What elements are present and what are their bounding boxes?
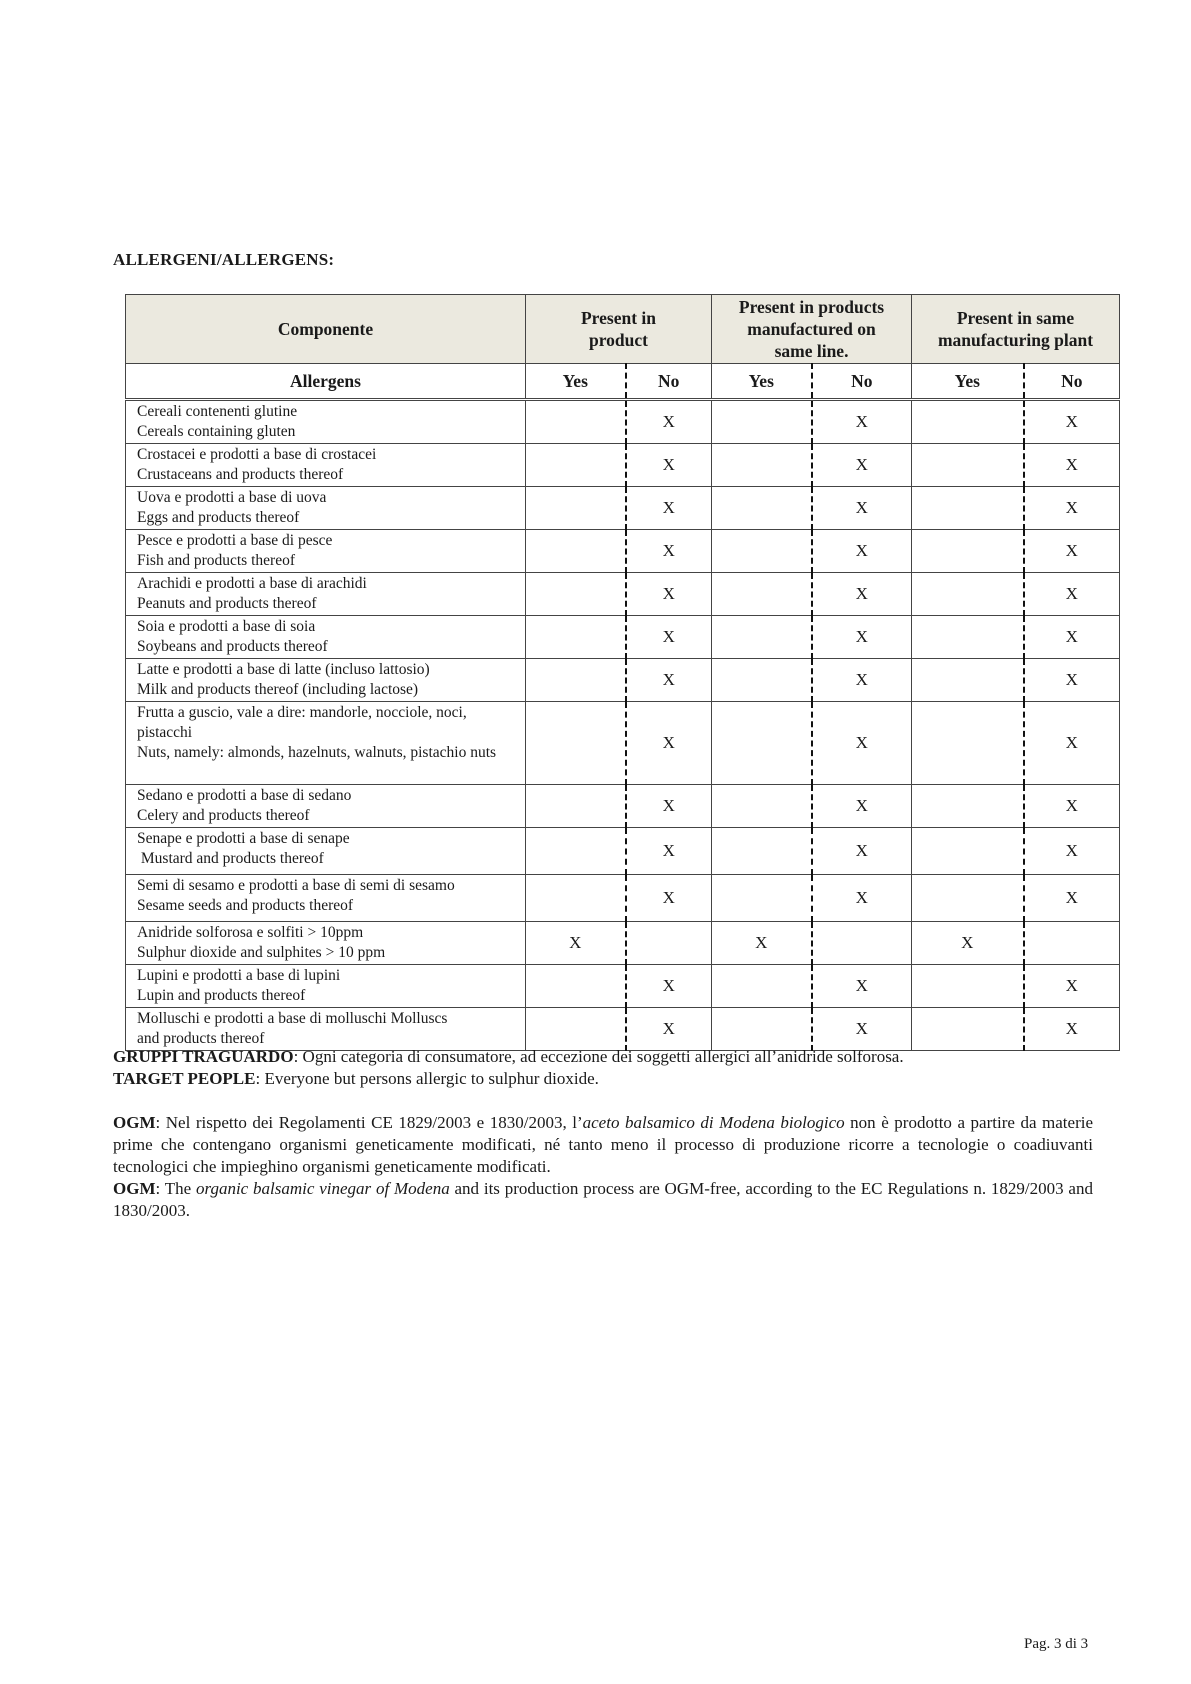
mark-cell: X [812,444,912,487]
ogm-it-text-2: non è prodotto a partire da materie prime che contengano organismi geneticamente modificati, né tanto meno il processo di produzione ricorre a tecnologie o coadiuvanti tecnologici che impieghino organismi geneticamente modificati. [113,1113,1094,1176]
mark-cell: X [912,922,1024,965]
allergen-name-it: Soia e prodotti a base di soia [137,618,316,635]
allergen-name-en: and products thereof [137,1030,265,1047]
allergen-table-body [126,400,1120,1051]
mark-cell: X [1024,444,1120,487]
mark-cell [526,659,626,702]
mark-cell: X [1024,573,1120,616]
header-allergens: Allergens [126,364,526,400]
allergen-name-it: Molluschi e prodotti a base di molluschi Molluscs [137,1010,448,1027]
ogm-paragraph [113,1112,1093,1222]
mark-cell [1024,922,1120,965]
mark-cell: X [626,875,712,922]
mark-cell: X [812,875,912,922]
mark-cell [712,444,812,487]
mark-cell [712,702,812,785]
mark-cell [526,702,626,785]
mark-cell [912,400,1024,444]
ogm-en-block [113,1178,1093,1222]
allergen-name-en: Milk and products thereof (including lactose) [137,681,419,698]
header-row-yes-no [126,364,1120,400]
allergen-name-it: Pesce e prodotti a base di pesce [137,532,333,549]
mark-cell [526,875,626,922]
allergen-name-cell [126,530,526,573]
allergen-name-en: Peanuts and products thereof [137,595,317,612]
mark-cell [712,828,812,875]
allergen-name-it: Lupini e prodotti a base di lupini [137,967,341,984]
ogm-it-italic: aceto balsamico di Modena biologico [582,1113,845,1132]
mark-cell: X [626,530,712,573]
mark-cell [912,487,1024,530]
table-row [126,616,1120,659]
header-text: manufacturing plant [937,330,1094,350]
mark-cell [526,616,626,659]
allergen-name-it: Sedano e prodotti a base di sedano [137,787,352,804]
table-row [126,922,1120,965]
allergen-name-cell [126,785,526,828]
allergen-name-cell [126,922,526,965]
header-yes: Yes [526,364,626,400]
header-componente: Componente [126,295,526,364]
mark-cell: X [526,922,626,965]
allergen-name-it: Senape e prodotti a base di senape [137,830,350,847]
allergen-name-en: Mustard and products thereof [137,850,324,867]
table-row [126,659,1120,702]
mark-cell [912,444,1024,487]
allergen-name-cell [126,828,526,875]
mark-cell: X [1024,530,1120,573]
mark-cell: X [626,965,712,1008]
mark-cell: X [626,785,712,828]
ogm-en-italic: organic balsamic vinegar of Modena [195,1179,450,1198]
mark-cell: X [1024,487,1120,530]
table-row [126,487,1120,530]
mark-cell: X [812,965,912,1008]
allergen-name-it: Cereali contenenti glutine [137,403,298,420]
allergen-name-it: Uova e prodotti a base di uova [137,489,327,506]
header-text: product [589,330,648,350]
allergen-name-it: Latte e prodotti a base di latte (incluso lattosio) [137,661,430,678]
allergen-name-cell [126,616,526,659]
mark-cell [912,616,1024,659]
mark-cell [912,573,1024,616]
allergen-name-en: Celery and products thereof [137,807,310,824]
table-row [126,965,1120,1008]
mark-cell: X [712,922,812,965]
header-text: Present in products [738,297,885,317]
ogm-en-text-2: and its production process are OGM-free, according to the EC Regulations n. 1829/2003 and 1830/2003. [113,1179,1093,1220]
header-present-same-line [712,295,912,364]
allergen-name-it: Crostacei e prodotti a base di crostacei [137,446,377,463]
target-en-text: : Everyone but persons allergic to sulphur dioxide. [255,1069,599,1088]
allergen-name-cell [126,444,526,487]
mark-cell [712,573,812,616]
mark-cell [912,659,1024,702]
mark-cell: X [1024,400,1120,444]
mark-cell [712,530,812,573]
mark-cell [526,828,626,875]
allergen-name-en: Sulphur dioxide and sulphites > 10 ppm [137,944,386,961]
allergen-name-cell [126,659,526,702]
table-row [126,444,1120,487]
section-title: ALLERGENI/ALLERGENS: [113,250,335,269]
page-number: Pag. 3 di 3 [1024,1636,1089,1652]
mark-cell: X [1024,1008,1120,1051]
mark-cell [712,785,812,828]
mark-cell [912,875,1024,922]
allergen-name-en: Sesame seeds and products thereof [137,897,354,914]
mark-cell: X [812,616,912,659]
allergen-name-it: Frutta a guscio, vale a dire: mandorle, nocciole, noci, pistacchi [137,704,467,741]
header-text: Present in [580,308,657,328]
header-text: same line. [774,341,849,361]
header-text: manufactured on [747,319,876,339]
mark-cell [526,530,626,573]
ogm-en-label: OGM [113,1179,156,1198]
mark-cell: X [626,828,712,875]
allergen-name-it: Semi di sesamo e prodotti a base di semi di sesamo [137,877,455,894]
table-row [126,785,1120,828]
table-row [126,530,1120,573]
mark-cell: X [626,702,712,785]
mark-cell: X [812,828,912,875]
allergens-table [125,294,1120,1051]
mark-cell [912,828,1024,875]
mark-cell: X [812,573,912,616]
mark-cell: X [1024,702,1120,785]
ogm-it-text-1: : Nel rispetto dei Regolamenti CE 1829/2003 e 1830/2003, l’ [155,1113,583,1132]
mark-cell [812,922,912,965]
mark-cell [712,400,812,444]
mark-cell: X [626,573,712,616]
mark-cell [712,1008,812,1051]
target-it-line [113,1046,1093,1068]
mark-cell [712,875,812,922]
mark-cell: X [1024,616,1120,659]
mark-cell [912,1008,1024,1051]
header-row-groups [126,295,1120,364]
allergen-name-en: Fish and products thereof [137,552,295,569]
mark-cell: X [626,400,712,444]
mark-cell: X [812,785,912,828]
mark-cell [912,530,1024,573]
mark-cell [912,965,1024,1008]
allergen-name-en: Crustaceans and products thereof [137,466,344,483]
mark-cell [912,702,1024,785]
mark-cell [526,785,626,828]
target-it-text: : Ogni categoria di consumatore, ad eccezione dei soggetti allergici all’anidride solforosa. [293,1047,904,1066]
target-groups-paragraph [113,1046,1093,1090]
ogm-en-text-1: : The [155,1179,196,1198]
mark-cell: X [812,1008,912,1051]
mark-cell: X [1024,828,1120,875]
mark-cell [526,573,626,616]
mark-cell: X [1024,875,1120,922]
mark-cell [712,659,812,702]
header-no: No [812,364,912,400]
mark-cell [912,785,1024,828]
mark-cell [526,400,626,444]
table-row [126,400,1120,444]
mark-cell [712,616,812,659]
mark-cell: X [626,1008,712,1051]
mark-cell: X [812,400,912,444]
table-row [126,702,1120,785]
header-present-same-plant [912,295,1120,364]
target-it-label: GRUPPI TRAGUARDO [113,1047,294,1066]
allergen-name-cell [126,400,526,444]
allergen-name-cell [126,1008,526,1051]
mark-cell [526,444,626,487]
mark-cell: X [812,659,912,702]
mark-cell [526,965,626,1008]
mark-cell: X [1024,785,1120,828]
allergen-name-en: Nuts, namely: almonds, hazelnuts, walnuts, pistachio nuts [137,744,497,761]
allergen-name-cell [126,965,526,1008]
mark-cell: X [812,702,912,785]
mark-cell [712,487,812,530]
mark-cell: X [812,487,912,530]
target-en-label: TARGET PEOPLE [113,1069,256,1088]
ogm-it-block [113,1112,1093,1178]
allergen-name-cell [126,487,526,530]
allergen-name-cell [126,875,526,922]
allergen-name-cell [126,573,526,616]
table-row [126,828,1120,875]
mark-cell [626,922,712,965]
mark-cell: X [626,487,712,530]
table-row [126,1008,1120,1051]
target-en-line [113,1068,1093,1090]
mark-cell [526,487,626,530]
ogm-it-label: OGM [113,1113,156,1132]
header-no: No [626,364,712,400]
allergen-name-it: Anidride solforosa e solfiti > 10ppm [137,924,364,941]
mark-cell: X [812,530,912,573]
header-text: Present in same [956,308,1075,328]
mark-cell: X [626,616,712,659]
mark-cell [712,965,812,1008]
allergen-name-en: Cereals containing gluten [137,423,296,440]
mark-cell: X [626,444,712,487]
mark-cell: X [626,659,712,702]
header-yes: Yes [912,364,1024,400]
mark-cell: X [1024,965,1120,1008]
mark-cell [526,1008,626,1051]
header-no: No [1024,364,1120,400]
allergen-name-en: Eggs and products thereof [137,509,300,526]
allergen-name-cell [126,702,526,785]
allergen-name-en: Lupin and products thereof [137,987,306,1004]
table-row [126,875,1120,922]
header-present-in-product [526,295,712,364]
allergen-name-it: Arachidi e prodotti a base di arachidi [137,575,367,592]
table-row [126,573,1120,616]
mark-cell: X [1024,659,1120,702]
allergen-name-en: Soybeans and products thereof [137,638,328,655]
header-yes: Yes [712,364,812,400]
